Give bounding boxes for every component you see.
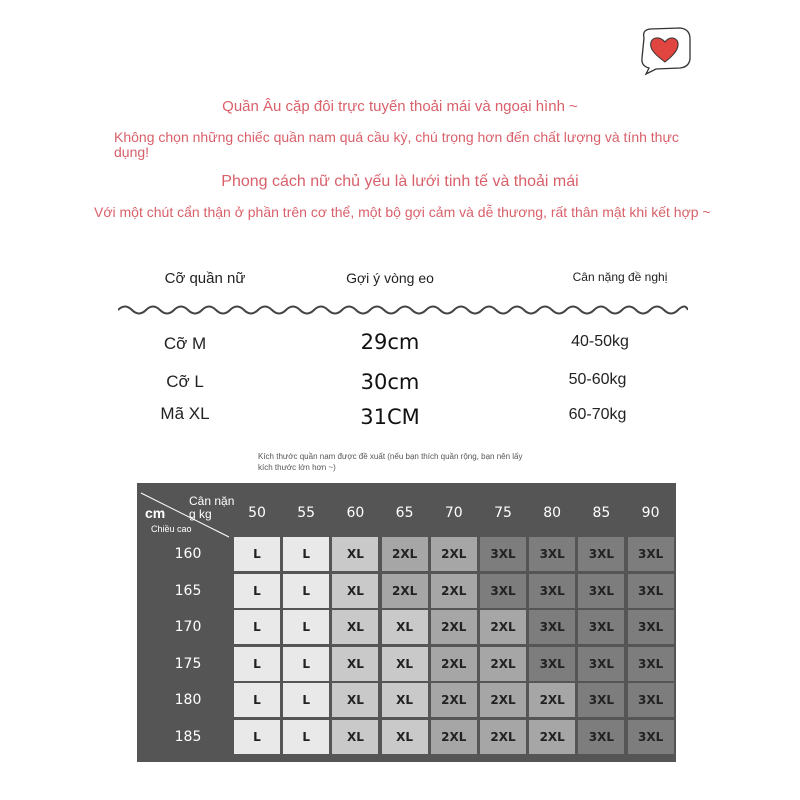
size-cell: L xyxy=(234,537,280,571)
size-cell: XL xyxy=(332,720,378,754)
size-cell: L xyxy=(234,683,280,717)
women-size-m: Cỡ M xyxy=(163,334,207,353)
weight-header-70: 70 xyxy=(444,505,463,521)
women-size-xl: Mã XL xyxy=(160,404,210,423)
height-header-175: 175 xyxy=(174,655,202,672)
size-cell: 2XL xyxy=(431,574,477,608)
size-cell: 2XL xyxy=(480,647,526,681)
size-cell: XL xyxy=(332,647,378,681)
size-cell: 3XL xyxy=(578,537,624,571)
size-cell: 2XL xyxy=(529,720,575,754)
women-waist-xl: 31CM xyxy=(360,405,420,429)
size-cell: L xyxy=(283,647,329,681)
size-cell: 3XL xyxy=(578,720,624,754)
size-cell: L xyxy=(234,574,280,608)
size-cell: 2XL xyxy=(431,720,477,754)
corner-unit: cm xyxy=(145,505,166,521)
men-size-chart xyxy=(137,483,676,762)
size-cell: 2XL xyxy=(529,683,575,717)
men-size-note: Kích thước quần nam được đề xuất (nếu bạn thích quần rộng, bạn nên lấy kích thước lớn hơn ~) xyxy=(258,452,523,472)
women-weight-xl: 60-70kg xyxy=(568,406,627,423)
size-cell: 3XL xyxy=(628,683,674,717)
heading-women-style: Phong cách nữ chủ yếu là lưới tinh tế và thoải mái xyxy=(221,173,579,190)
size-cell: XL xyxy=(382,610,428,644)
women-weight-l: 50-60kg xyxy=(568,371,627,388)
weight-header-65: 65 xyxy=(395,505,414,521)
wavy-divider xyxy=(118,300,688,320)
size-cell: 3XL xyxy=(578,610,624,644)
weight-header-60: 60 xyxy=(346,505,365,521)
heart-icon xyxy=(636,26,694,76)
weight-header-90: 90 xyxy=(641,505,660,521)
paragraph-women-style: Với một chút cẩn thận ở phần trên cơ thể, một bộ gợi cảm và dễ thương, rất thân mật khi kết hợp ~ xyxy=(94,204,711,220)
paragraph-men-pants: Không chọn những chiếc quần nam quá cầu kỳ, chú trọng hơn đến chất lượng và tính thực dụng! xyxy=(114,129,679,160)
size-cell: 3XL xyxy=(529,537,575,571)
women-size-l: Cỡ L xyxy=(166,372,204,391)
height-header-160: 160 xyxy=(174,546,202,562)
size-cell: L xyxy=(234,610,280,644)
size-cell: L xyxy=(283,574,329,608)
size-cell: XL xyxy=(332,574,378,608)
size-cell: 2XL xyxy=(480,610,526,644)
women-waist-l: 30cm xyxy=(360,370,420,394)
weight-header-75: 75 xyxy=(494,505,512,521)
size-cell: XL xyxy=(332,683,378,717)
size-cell: 3XL xyxy=(578,683,624,717)
size-cell: L xyxy=(234,647,280,681)
size-cell: 2XL xyxy=(382,537,428,571)
size-cell: XL xyxy=(382,647,428,681)
size-cell: 3XL xyxy=(529,574,575,608)
size-cell: 3XL xyxy=(480,537,526,571)
size-cell: 3XL xyxy=(628,610,674,644)
size-cell: L xyxy=(283,610,329,644)
height-header-185: 185 xyxy=(174,729,202,745)
corner-height-label: Chiều cao xyxy=(151,524,192,534)
chart-corner xyxy=(139,491,235,535)
weight-header-85: 85 xyxy=(592,505,611,521)
height-header-165: 165 xyxy=(174,582,202,599)
size-cell: XL xyxy=(382,683,428,717)
size-cell: 3XL xyxy=(628,647,674,681)
col-header-waist: Gợi ý vòng eo xyxy=(346,270,434,286)
size-cell: L xyxy=(283,537,329,571)
size-cell: 3XL xyxy=(628,720,674,754)
size-cell: 3XL xyxy=(480,574,526,608)
size-cell: L xyxy=(283,683,329,717)
height-header-180: 180 xyxy=(174,692,202,709)
size-cell: XL xyxy=(382,720,428,754)
size-cell: 3XL xyxy=(628,537,674,571)
size-cell: XL xyxy=(332,610,378,644)
col-header-size: Cỡ quần nữ xyxy=(164,270,246,287)
size-cell: 3XL xyxy=(578,574,624,608)
women-waist-m: 29cm xyxy=(360,330,420,354)
size-cell: L xyxy=(234,720,280,754)
size-cell: 3XL xyxy=(529,610,575,644)
weight-header-80: 80 xyxy=(543,505,562,521)
weight-header-50: 50 xyxy=(248,505,266,521)
size-cell: XL xyxy=(332,537,378,571)
size-cell: 3XL xyxy=(628,574,674,608)
size-cell: 3XL xyxy=(578,647,624,681)
size-cell: 3XL xyxy=(529,647,575,681)
height-header-170: 170 xyxy=(174,619,202,636)
weight-header-55: 55 xyxy=(297,505,316,521)
size-cell: L xyxy=(283,720,329,754)
size-cell: 2XL xyxy=(431,647,477,681)
size-cell: 2XL xyxy=(480,720,526,754)
size-cell: 2XL xyxy=(431,610,477,644)
women-weight-m: 40-50kg xyxy=(571,333,629,350)
size-cell: 2XL xyxy=(382,574,428,608)
heading-couple-pants: Quần Âu cặp đôi trực tuyến thoải mái và ngoại hình ~ xyxy=(222,98,578,115)
size-cell: 2XL xyxy=(431,683,477,717)
size-cell: 2XL xyxy=(431,537,477,571)
corner-weight-label: Cân nặng kg xyxy=(189,494,235,521)
size-cell: 2XL xyxy=(480,683,526,717)
col-header-weight: Cân nặng đề nghị xyxy=(572,270,668,284)
